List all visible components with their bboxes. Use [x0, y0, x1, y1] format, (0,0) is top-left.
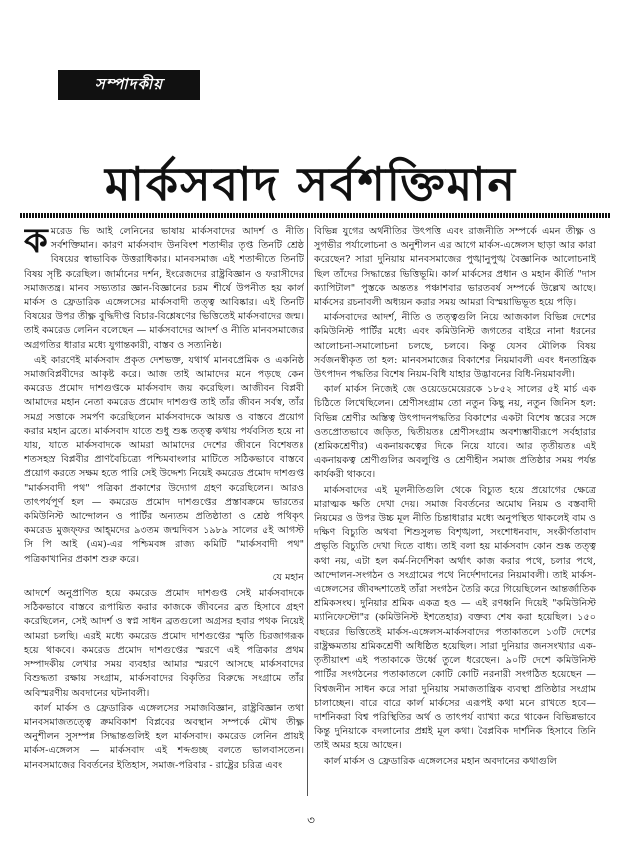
paragraph [24, 225, 304, 353]
column-divider [307, 228, 308, 796]
right-column [314, 225, 596, 800]
drop-cap: ক [24, 225, 48, 261]
paragraph-text: মরেড ভি আই লেনিনের ভাষায় মার্কসবাদের আদর্শ ও নীতি সর্বশক্তিমান। কারণ মার্কসবাদ উনবিংশ শতাব্দীর তৃপ্ত তিনটি শ্রেষ্ঠ বিষয়ের স্বাভাবিক উত্তরাধিকার। মানবসমাজ এই শতাব্দীতে তিনটি বিষয় সৃষ্টি করেছিল। জার্মানের দর্শন, ইংরেজদের রাষ্ট্রবিজ্ঞান ও ফরাসীদের সমাজতন্ত্র। মানব সভ্যতার জ্ঞান-বিজ্ঞানের চরম শীর্ষে উপনীত হয় কার্ল মার্কস ও ফ্রেডারিক এঙ্গেলসের মার্কসবাদী তত্ত্ব আবিষ্কার। এই তিনটি বিষয়ের উপর তীক্ষ্ণ বুদ্ধিদীপ্ত বিচার-বিশ্লেষণের ভিত্তিতেই মার্কসবাদের জন্ম। তাই কমরেড লেনিন বলেছেন — মার্কসবাদের আদর্শ ও নীতি মানবসমাজের অগ্রগতির ধারার মধ্যে যুগান্তকারী, বাস্তব ও সত্যনিষ্ঠ। [24, 226, 304, 351]
paragraph: এই কারণেই মার্কসবাদ প্রকৃত দেশভক্ত, যথার্থ মানবপ্রেমিক ও একনিষ্ঠ সমাজবিপ্লবীদের আকৃষ্ট করে। আজ তাই আমাদের মনে পড়ছে কেন কমরেড প্রমোদ দাশগুপ্তকে মার্কসবাদ জয় করেছিল। আজীবন বিপ্লবী আমাদের মহান নেতা কমরেড প্রমোদ দাশগুপ্ত তাই তাঁর জীবন সর্বস্ব, তাঁর সমগ্র সত্তাকে সমর্পণ করেছিলেন মার্কসবাদকে আয়ত্ত ও বাস্তবে প্রয়োগ করার মহান ব্রতে। মার্কসবাদ যাতে শুধু শুষ্ক তত্ত্ব কথায় পর্যবসিত হয়ে না যায়, যাতে মার্কসবাদকে আমরা আমাদের দেশের জীবনে বিশেষতঃ শতসহস্র বিপ্লবীর প্রাণবৈচিত্র্যে পশ্চিমবাংলার মাটিতে সঠিকভাবে বাস্তবে প্রয়োগ করতে সক্ষম হতে পারি সেই উদ্দেশ্য নিয়েই কমরেড প্রমোদ দাশগুপ্ত "মার্কসবাদী পথ" পত্রিকা প্রকাশের উদ্যোগ গ্রহণ করেছিলেন। আরও তাৎপর্যপূর্ণ হল — কমরেড প্রমোদ দাশগুপ্তের প্রস্তাবক্রমে ভারতের কমিউনিস্ট আন্দোলন ও পার্টির অন্যতম প্রতিষ্ঠাতা ও শ্রেষ্ঠ পথিকৃৎ কমরেড মুজফ্‌ফর আহ্‌মদের ৯৩তম জন্মদিবস ১৯৮৯ সালের ৫ই আগস্ট সি পি আই (এম)-এর পশ্চিমবঙ্গ রাজ্য কমিটি "মার্কসবাদী পথ" পত্রিকাখানির প্রকাশ শুরু করে। [24, 354, 304, 565]
paragraph: আদর্শে অনুপ্রাণিত হয়ে কমরেড প্রমোদ দাশগুপ্ত সেই মার্কসবাদকে সঠিকভাবে বাস্তবে রূপায়িত করার কাজকে জীবনের ব্রত হিসাবে গ্রহণ করেছিলেন, সেই আদর্শ ও স্বপ্ন সাধন ব্রতগুলো অগ্রসর হবার পথক নিয়েই আমরা চলছি। এরই মধ্যে কমরেড প্রমোদ দাশগুপ্তের স্মৃতি চিরজাগরূক হয়ে থাকবে। কমরেড প্রমোদ দাশগুপ্তের স্মরণে এই পত্রিকার প্রথম সম্পাদকীয় লেখার সময় ব্যবহার আমার স্মরণে আসছে মার্কসবাদের বিশুদ্ধতা রক্ষায় সংগ্রাম, মার্কসবাদের বিকৃতির বিরুদ্ধে সংগ্রামে তাঁর অবিস্মরণীয় অবদানের ঘটনাবলী। [24, 588, 304, 699]
page-title: মার্কসবাদ সর্বশক্তিমান [105, 157, 517, 211]
section-banner: সম্পাদকীয় [58, 70, 200, 100]
paragraph: মার্কসবাদের আদর্শ, নীতি ও তত্ত্বগুলি নিয়ে আজকাল বিভিন্ন দেশের কমিউনিস্ট পার্টির মধ্যে এবং কমিউনিস্ট জগতের বাইরে নানা ধরনের আলোচনা-সমালোচনা চলছে, চলবে। কিন্তু যেসব মৌলিক বিষয় সর্বজনস্বীকৃত তা হল: মানবসমাজের বিকাশের নিয়মাবলী এবং ধনতান্ত্রিক উৎপাদন পদ্ধতির বিশেষ নিয়ম-বিধি যাহার উদ্ভাবনের বিধি-নিয়মাবলী। [314, 312, 596, 381]
left-column [24, 225, 304, 800]
page-number: ৩ [307, 813, 315, 827]
paragraph: কার্ল মার্কস নিজেই জে ওয়েডেমেয়েরকে ১৮৫২ সালের ৫ই মার্চ এক চিঠিতে লিখেছিলেন। শ্রেণীসংগ্রাম তো নতুন কিছু নয়, নতুন জিনিস হল: বিভিন্ন শ্রেণীর অস্তিত্ব উৎপাদনপদ্ধতির বিকাশের একটা বিশেষ স্তরের সঙ্গে ওতপ্রোতভাবে জড়িত, দ্বিতীয়তঃ শ্রেণীসংগ্রাম অবশ্যম্ভাবীরূপে সর্বহারার (শ্রমিকশ্রেণীর) একনায়কত্বের দিকে নিয়ে যাবে। আর তৃতীয়তঃ এই একনায়কত্ব শ্রেণীগুলির অবলুপ্তি ও শ্রেণীহীন সমাজ প্রতিষ্ঠার সময় পর্যন্ত কার্যকরী থাকবে। [314, 384, 596, 481]
paragraph: কার্ল মার্কস ও ফ্রেডারিক এঙ্গেলসের সমাজবিজ্ঞান, রাষ্ট্রবিজ্ঞান তথা মানবসমাজতত্ত্বে ক্রমবিকাশ বিপ্লবের অবস্থান সম্পর্কে মৌখ তীক্ষ্ণ অনুশীলন সুসম্পন্ন সিদ্ধান্তগুলিই হল মার্কসবাদ। কমরেড লেনিন প্রায়ই মার্কস-এঙ্গেলস — মার্কসবাদ এই শব্দগুচ্ছ বলতে ভালবাসতেন। মানবসমাজের বিবর্তনের ইতিহাস, সমাজ-পরিবার - রাষ্ট্রের চরিত্র এবং [24, 702, 304, 771]
paragraph: বিভিন্ন যুগের অর্থনীতির উৎপত্তি এবং রাজনীতি সম্পর্কে এমন তীক্ষ্ণ ও সুগভীর পর্যালোচনা ও অনুশীলন এর আগে মার্কস-এঙ্গেলস ছাড়া আর কারা করেছেন? সারা দুনিয়ায় মানবসমাজের পুঙ্খানুপুঙ্খ বৈজ্ঞানিক আলোচনাই ছিল তাঁদের সিদ্ধান্তের ভিত্তিভূমি। কার্ল মার্কসের প্রধান ও মহান কীর্তি "দাস ক্যাপিটাল" পুস্তকে অন্ততঃ পঞ্চাশবার ভারতবর্ষ সম্পর্কে উল্লেখ আছে। মার্কসের রচনাবলী অধ্যয়ন করার সময় আমরা বিস্ময়াভিভূত হয়ে পড়ি। [314, 226, 596, 309]
paragraph: কার্ল মার্কস ও ফ্রেডারিক এঙ্গেলসের মহান অবদানের কথাগুলি [324, 755, 557, 767]
paragraph-fragment: যে মহান [272, 571, 304, 583]
title-rule [20, 213, 610, 218]
paragraph: মার্কসবাদের এই মূলনীতিগুলি থেকে বিচ্যুত হয়ে প্রয়োগের ক্ষেত্রে মারাত্মক ক্ষতি দেখা দেয়। সমাজ বিবর্তনের অমোঘ নিয়ম ও বস্তবাদী নিয়মের ও উপর উচ্চ মূল নীতি চিন্তাধারার মধ্যে অনুপস্থিত থাকলেই বাম ও দক্ষিণ বিচ্যুতি অথবা শিশুসুলভ বিশৃঙ্খলা, সংশোধনবাদ, সংকীর্ণতাবাদ প্রভৃতি বিচ্যুতি দেখা দিতে বাধ্য। তাই বলা হয় মার্কসবাদ কোন শুষ্ক তত্ত্ব কথা নয়, এটা হল কর্ম-নির্দেশিকা অর্থাৎ কাজ করার পথে, চলার পথে, আন্দোলন-সংগঠন ও সংগ্রামের পথে নির্দেশদানের নিয়মাবলী। তাই মার্কস-এঙ্গেলসের জীবদ্দশাতেই তাঁরা সংগঠন তৈরি করে গিয়েছিলেন আন্তর্জাতিক শ্রমিকসংঘ। দুনিয়ার শ্রমিক একত্র হও — এই রণধ্বনি দিয়েই "কমিউনিস্ট ম্যানিফেস্টো"র (কমিউনিস্ট ইশতেহার) বক্তব্য শেষ করা হয়েছিল। ১৫০ বছরের ভিত্তিতেই মার্কস-এঙ্গেলস-মার্কসবাদের পতাকাতলে ১৩টি দেশের রাষ্ট্রক্ষমতায় শ্রমিকশ্রেণী অধিষ্ঠিত হয়েছিল। সারা দুনিয়ার জনসংখ্যার এক-তৃতীয়াংশ এই পতাকাকে উর্ধ্বে তুলে ধরেছেন। ৯০টি দেশে কমিউনিস্ট পার্টির সংগঠনের পতাকাতলে কোটি কোটি নরনারী সংগঠিত হয়েছেন — বিশ্বজনীন সাধন করে সারা দুনিয়ায় সমাজতান্ত্রিক ব্যবস্থা প্রতিষ্ঠার সংগ্রাম চালাচ্ছেন। বারে বারে কার্ল মার্কসের এরূপই কথা মনে রাখতে হবে— দার্শনিকরা বিশ্ব পরিস্থিতির অর্থ ও তাৎপর্য ব্যাখ্যা করে থাকেন বিভিন্নভাবে কিন্তু দুনিয়াকে বদলানোর প্রশ্নই মূল কথা। বৈপ্লবিক দার্শনিক হিসাবে তিনি তাই অমর হয়ে আছেন। [314, 484, 596, 752]
